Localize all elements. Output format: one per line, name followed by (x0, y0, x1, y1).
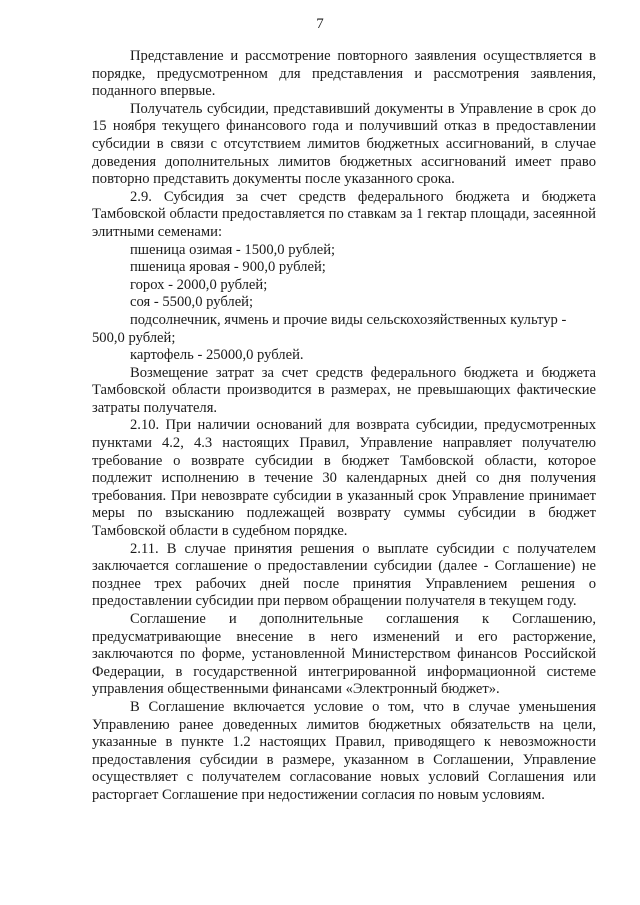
paragraph-cost-reimbursement: Возмещение затрат за счет средств федерального бюджета и бюджета Тамбовской области производится в размерах, не превышающих фактические затраты получателя. (92, 364, 596, 416)
page-number: 7 (316, 16, 324, 32)
paragraph-agreement-form: Соглашение и дополнительные соглашения к Соглашению, предусматривающие внесение в него изменений и его расторжение, заключаются по форме, установленной Министерством финансов Российской Федерации, в государственной интегрированной информационной системе управления общественными финансами «Электронный бюджет». (92, 611, 596, 698)
paragraph-2-9: 2.9. Субсидия за счет средств федерального бюджета и бюджета Тамбовской области предоставляется по ставкам за 1 гектар площади, засеянной элитными семенами: (92, 188, 596, 240)
paragraph-2-11: 2.11. В случае принятия решения о выплате субсидии с получателем заключается соглашение о предоставлении субсидии (далее - Соглашение) не позднее трех рабочих дней после принятия Управлением решения о предоставлении субсидии при первом обращении получателя в текущем году. (92, 540, 596, 610)
paragraph-refusal-resubmit: Получатель субсидии, представивший документы в Управление в срок до 15 ноября текущего финансового года и получивший отказ в предоставлении субсидии в связи с отсутствием лимитов бюджетных ассигнований, в случае доведения дополнительных лимитов бюджетных ассигнований имеет право повторно представить документы после указанного срока. (92, 100, 596, 188)
rate-item-sunflower-cont: 500,0 рублей; (92, 329, 176, 346)
paragraph-agreement-condition: В Соглашение включается условие о том, что в случае уменьшения Управлению ранее доведенных лимитов бюджетных обязательств на цели, указанные в пункте 1.2 настоящих Правил, приводящего к невозможности предоставления субсидии в размере, указанном в Соглашении, Управление осуществляет с получателем согласование новых условий Соглашения или расторгает Соглашение при недостижении согласия по новым условиям. (92, 698, 596, 803)
document-body (92, 48, 596, 805)
paragraph-repeat-application: Представление и рассмотрение повторного заявления осуществляется в порядке, предусмотренном для представления и рассмотрения заявления, поданного впервые. (92, 48, 596, 100)
rate-item-spring-wheat: пшеница яровая - 900,0 рублей; (130, 259, 326, 276)
rate-item-winter-wheat: пшеница озимая - 1500,0 рублей; (130, 241, 336, 258)
rate-item-peas: горох - 2000,0 рублей; (130, 276, 268, 293)
rate-item-sunflower: подсолнечник, ячмень и прочие виды сельскохозяйственных культур - (130, 311, 567, 328)
rate-item-soy: соя - 5500,0 рублей; (130, 294, 254, 311)
rate-item-potato: картофель - 25000,0 рублей. (130, 347, 304, 364)
paragraph-2-10: 2.10. При наличии оснований для возврата субсидии, предусмотренных пунктами 4.2, 4.3 настоящих Правил, Управление направляет получателю требование о возврате субсидии в бюджет Тамбовской области, которое подлежит исполнению в течение 30 календарных дней со дня получения требования. При невозврате субсидии в указанный срок Управление принимает меры по взысканию подлежащей возврату суммы субсидии в бюджет Тамбовской области в судебном порядке. (92, 417, 596, 540)
